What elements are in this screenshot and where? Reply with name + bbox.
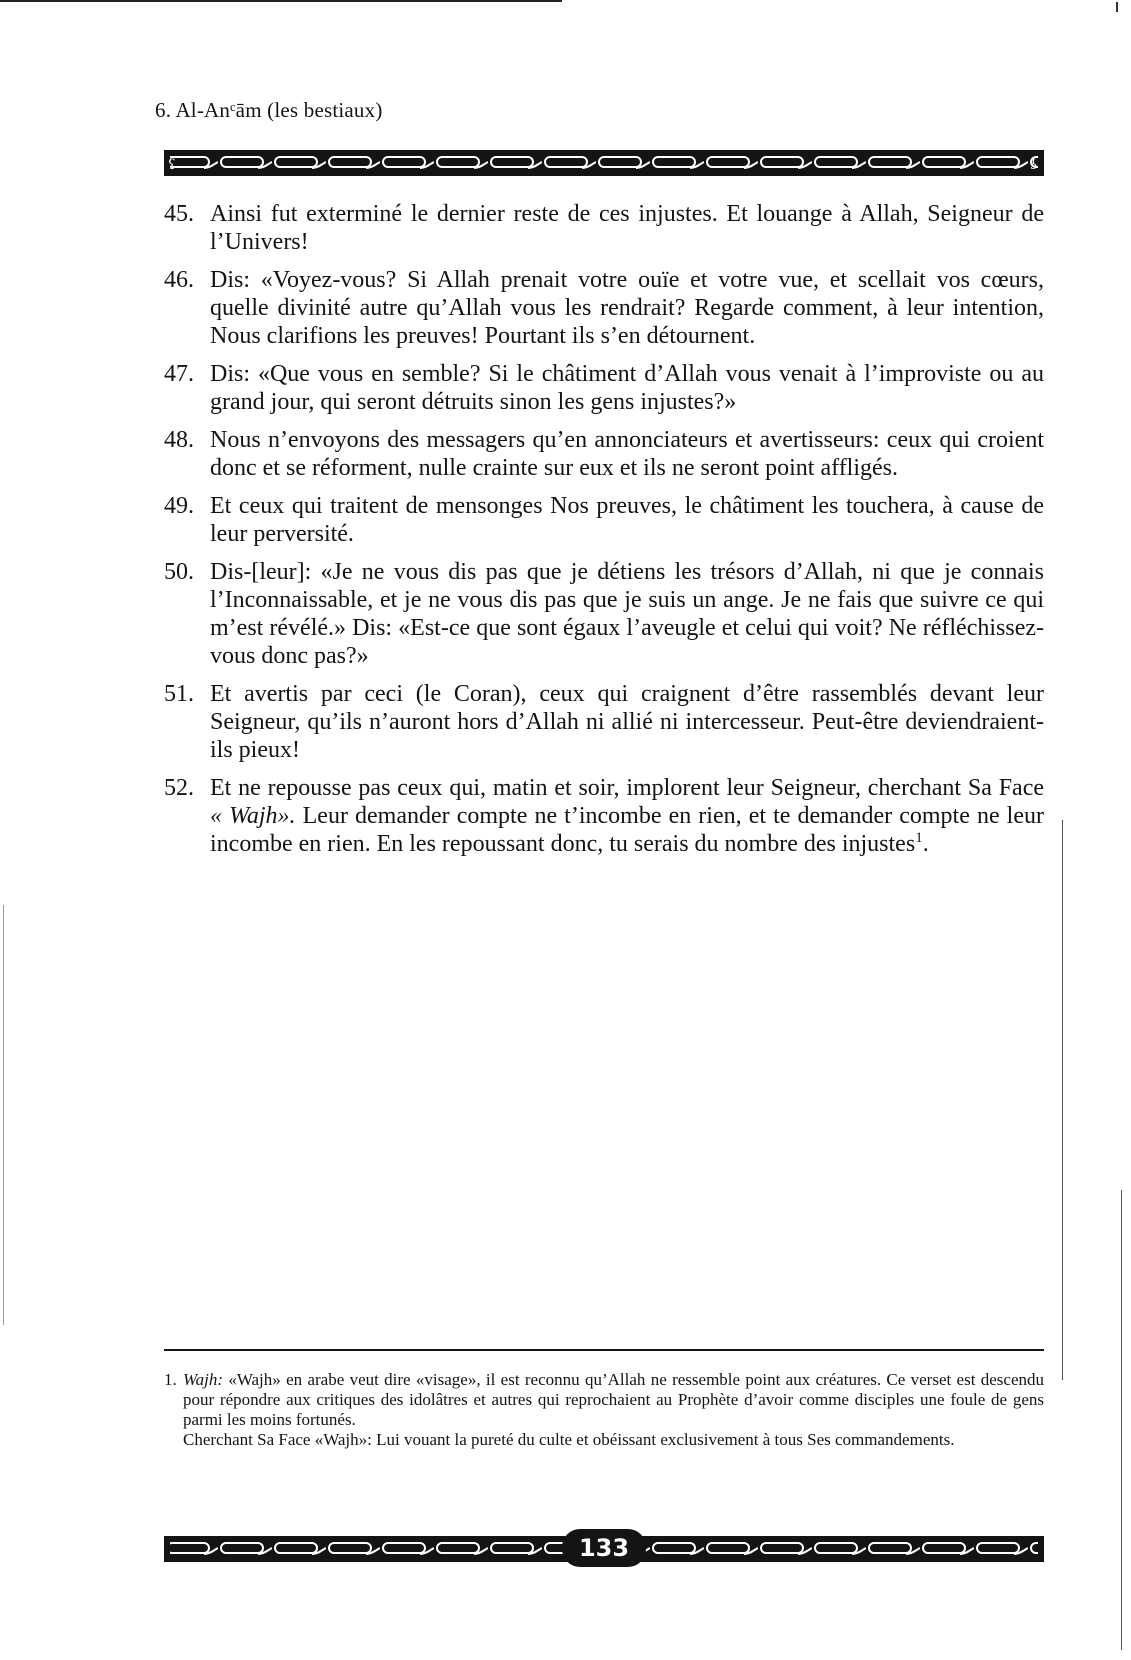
verse-49 bbox=[164, 492, 1044, 548]
verse-text-part: Et ne repousse pas ceux qui, matin et soir, implorent leur Seigneur, cherchant Sa Face bbox=[210, 775, 1044, 801]
verse-text bbox=[210, 775, 1044, 857]
verse-46 bbox=[164, 266, 1044, 350]
verse-text-part: Leur demander compte ne t’incombe en rien, et te demander compte ne leur incombe en rien. En les repoussant donc, tu serais du nombre des injustes bbox=[210, 803, 1044, 857]
verse-text: Dis: «Voyez-vous? Si Allah prenait votre ouïe et votre vue, et scellait vos cœurs, quelle divinité autre qu’Allah vous les rendrait? Regarde comment, à leur intention, Nous clarifions les preuves! Pourtant ils s’en détournent. bbox=[210, 267, 1044, 349]
page-number: 133 bbox=[562, 1529, 646, 1567]
footnote-separator bbox=[164, 1349, 1044, 1351]
running-header: 6. Al-Anᶜām (les bestiaux) bbox=[155, 98, 383, 122]
footnote bbox=[164, 1370, 1044, 1450]
scan-left-edge bbox=[3, 905, 4, 1325]
chain-ornament bbox=[164, 150, 1044, 176]
verse-number: 45. bbox=[164, 201, 194, 227]
verse-text: Nous n’envoyons des messagers qu’en annonciateurs et avertisseurs: ceux qui croient donc et se réforment, nulle crainte sur eux et ils ne seront point affligés. bbox=[210, 427, 1044, 481]
scan-corner-mark bbox=[1116, 2, 1118, 12]
verse-45 bbox=[164, 200, 1044, 256]
footnote-lead: Wajh: bbox=[183, 1370, 223, 1389]
scan-top-edge bbox=[0, 0, 562, 2]
svg-text:ʖ: ʖ bbox=[1030, 157, 1038, 173]
svg-text:ʕ: ʕ bbox=[168, 157, 176, 173]
verse-text: Dis-[leur]: «Je ne vous dis pas que je détiens les trésors d’Allah, ni que je connais l’Inconnaissable, et je ne vous dis pas que je suis un ange. Je ne fais que suivre ce qui m’est révélé.» Dis: «Est-ce que sont égaux l’aveugle et celui qui voit? Ne réfléchissez-vous donc pas?» bbox=[210, 559, 1044, 669]
verse-text-end: . bbox=[922, 831, 929, 857]
verse-number: 52. bbox=[164, 775, 194, 801]
verse-48 bbox=[164, 426, 1044, 482]
verse-number: 51. bbox=[164, 681, 194, 707]
verse-number: 50. bbox=[164, 559, 194, 585]
verse-text: Et avertis par ceci (le Coran), ceux qui craignent d’être rassemblés devant leur Seigneur, qu’ils n’auront hors d’Allah ni allié ni intercesseur. Peut-être deviendraient-ils pieux! bbox=[210, 681, 1044, 763]
verse-text: Dis: «Que vous en semble? Si le châtiment d’Allah vous venait à l’improviste ou au grand jour, qui seront détruits sinon les gens injustes?» bbox=[210, 361, 1044, 415]
footnote-number: 1. bbox=[164, 1370, 177, 1389]
verse-number: 46. bbox=[164, 267, 194, 293]
footnote-reference[interactable]: 1 bbox=[915, 830, 923, 846]
footnote-paragraph-2: Cherchant Sa Face «Wajh»: Lui vouant la pureté du culte et obéissant exclusivement à tous Ses commandements. bbox=[183, 1430, 955, 1449]
verse-text-italic: « Wajh». bbox=[210, 803, 296, 829]
footnote-paragraph bbox=[164, 1370, 1044, 1430]
verse-47 bbox=[164, 360, 1044, 416]
verse-number: 47. bbox=[164, 361, 194, 387]
verse-52 bbox=[164, 774, 1044, 858]
verses-block bbox=[164, 200, 1044, 868]
verse-51 bbox=[164, 680, 1044, 764]
ornamental-band-top bbox=[164, 150, 1044, 176]
footnote-text: «Wajh» en arabe veut dire «visage», il est reconnu qu’Allah ne ressemble point aux créatures. Ce verset est descendu pour répondre aux critiques des idolâtres et autres qui reprochaient au Prophète d’avoir comme disciples une foule de gens parmi les moins fortunés. bbox=[183, 1370, 1044, 1429]
verse-number: 49. bbox=[164, 493, 194, 519]
scan-right-edge-outer bbox=[1121, 1190, 1122, 1650]
verse-text: Ainsi fut exterminé le dernier reste de ces injustes. Et louange à Allah, Seigneur de l’Univers! bbox=[210, 201, 1044, 255]
verse-number: 48. bbox=[164, 427, 194, 453]
verse-50 bbox=[164, 558, 1044, 670]
verse-text: Et ceux qui traitent de mensonges Nos preuves, le châtiment les touchera, à cause de leur perversité. bbox=[210, 493, 1044, 547]
scan-right-edge bbox=[1062, 820, 1063, 1380]
